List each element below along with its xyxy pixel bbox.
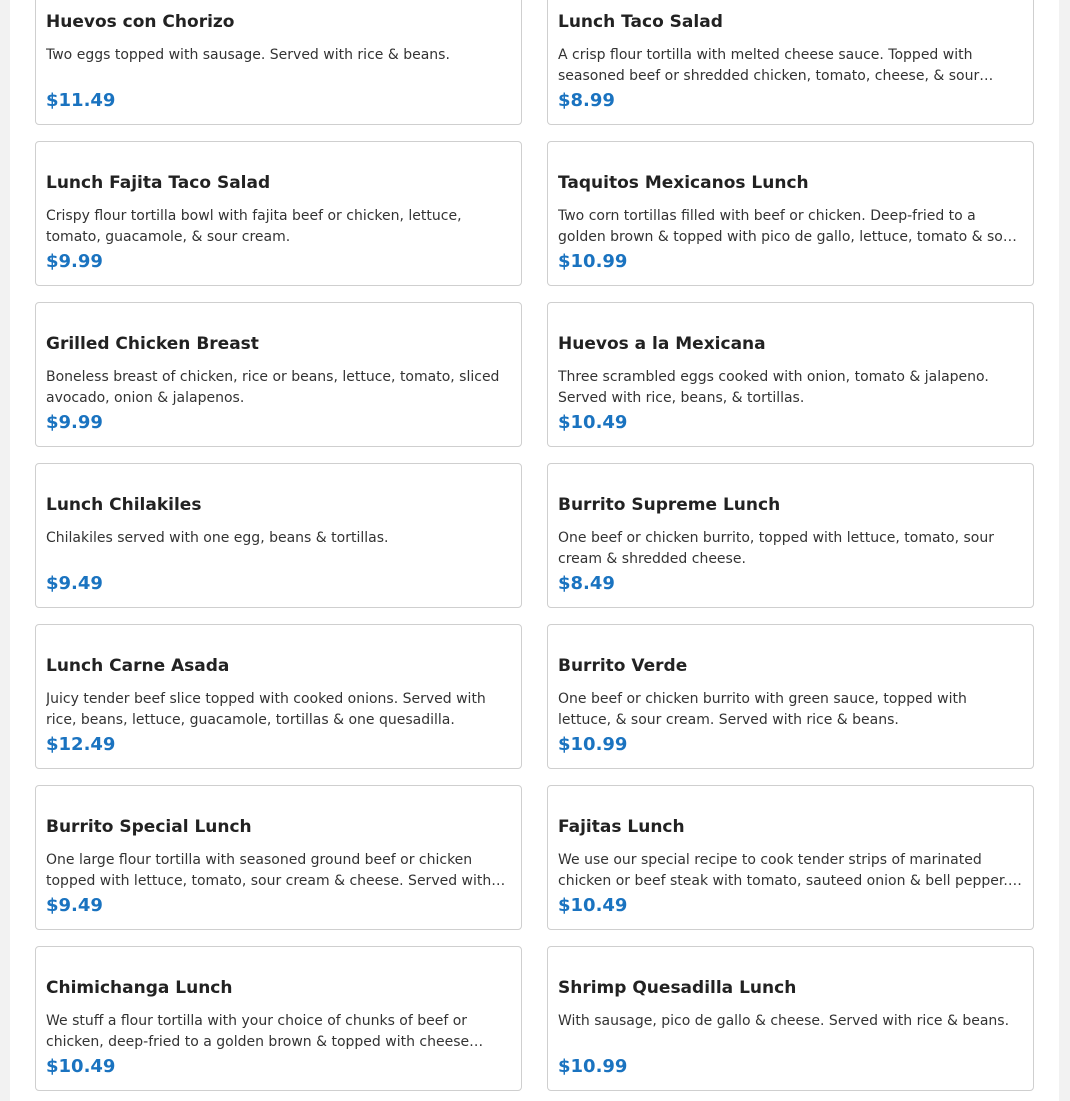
menu-grid	[35, 0, 1034, 1091]
menu-item-price: $10.49	[558, 412, 628, 433]
menu-item-card[interactable]	[547, 624, 1034, 769]
menu-item-title: Lunch Fajita Taco Salad	[46, 173, 271, 193]
menu-item-description: Three scrambled eggs cooked with onion, tomato & jalapeno. Served with rice, beans, & tortillas.	[558, 369, 989, 406]
menu-item-card[interactable]	[547, 302, 1034, 447]
menu-item-description: With sausage, pico de gallo & cheese. Served with rice & beans.	[558, 1013, 1010, 1029]
menu-item-card[interactable]	[547, 463, 1034, 608]
menu-item-description: We stuff a flour tortilla with your choice of chunks of beef or chicken, deep-fried to a golden brown & topped with cheese	[46, 1013, 470, 1050]
menu-item-price: $8.49	[558, 573, 615, 594]
menu-item-price: $9.49	[46, 573, 103, 594]
menu-item-description: Boneless breast of chicken, rice or beans, lettuce, tomato, sliced avocado, onion & jalapenos.	[46, 369, 500, 406]
menu-item-title: Lunch Carne Asada	[46, 656, 230, 676]
menu-item-title: Burrito Verde	[558, 656, 688, 676]
menu-item-title: Chimichanga Lunch	[46, 978, 233, 998]
menu-item-price: $9.49	[46, 895, 103, 916]
menu-item-title: Lunch Taco Salad	[558, 12, 723, 32]
menu-item-card[interactable]	[35, 785, 522, 930]
menu-item-title: Grilled Chicken Breast	[46, 334, 259, 354]
menu-item-card[interactable]	[35, 0, 522, 125]
menu-item-description: We use our special recipe to cook tender strips of marinated chicken or beef steak with tomato, sauteed onion & bell pepper.	[558, 852, 1008, 889]
menu-item-title: Taquitos Mexicanos Lunch	[558, 173, 809, 193]
menu-item-price: $10.49	[46, 1056, 116, 1077]
menu-item-price: $10.49	[558, 895, 628, 916]
menu-item-description: Two corn tortillas filled with beef or chicken. Deep-fried to a golden brown & topped with pico de gallo, lettuce, tomato & sour	[558, 208, 1018, 245]
menu-item-description: Two eggs topped with sausage. Served with rice & beans.	[46, 47, 450, 63]
menu-item-price: $10.99	[558, 1056, 628, 1077]
menu-item-card[interactable]	[35, 141, 522, 286]
menu-item-title: Burrito Special Lunch	[46, 817, 252, 837]
menu-item-card[interactable]	[547, 946, 1034, 1091]
menu-item-price: $10.99	[558, 734, 628, 755]
menu-item-description: Juicy tender beef slice topped with cooked onions. Served with rice, beans, lettuce, guacamole, tortillas & one quesadilla.	[46, 691, 486, 728]
menu-item-price: $11.49	[46, 90, 116, 111]
menu-item-price: $10.99	[558, 251, 628, 272]
menu-item-title: Huevos a la Mexicana	[558, 334, 766, 354]
menu-item-card[interactable]	[547, 141, 1034, 286]
menu-item-title: Huevos con Chorizo	[46, 12, 235, 32]
menu-item-card[interactable]	[547, 785, 1034, 930]
menu-item-title: Shrimp Quesadilla Lunch	[558, 978, 797, 998]
menu-page	[10, 0, 1059, 1101]
menu-item-card[interactable]	[35, 463, 522, 608]
menu-item-title: Burrito Supreme Lunch	[558, 495, 781, 515]
menu-item-price: $12.49	[46, 734, 116, 755]
menu-item-description: A crisp flour tortilla with melted cheese sauce. Topped with seasoned beef or shredded chicken, tomato, cheese, & sour	[558, 47, 980, 84]
menu-item-description: Chilakiles served with one egg, beans & tortillas.	[46, 530, 389, 546]
menu-item-card[interactable]	[35, 302, 522, 447]
menu-item-description: One large flour tortilla with seasoned ground beef or chicken topped with lettuce, tomato, sour cream & cheese. Served with	[46, 852, 492, 889]
menu-item-title: Lunch Chilakiles	[46, 495, 202, 515]
menu-item-description: One beef or chicken burrito, topped with lettuce, tomato, sour cream & shredded cheese.	[558, 530, 995, 567]
menu-item-price: $9.99	[46, 251, 103, 272]
menu-item-title: Fajitas Lunch	[558, 817, 685, 837]
menu-item-card[interactable]	[547, 0, 1034, 125]
menu-item-price: $9.99	[46, 412, 103, 433]
menu-item-description: Crispy flour tortilla bowl with fajita beef or chicken, lettuce, tomato, guacamole, & sour cream.	[46, 208, 462, 245]
menu-item-card[interactable]	[35, 624, 522, 769]
menu-item-price: $8.99	[558, 90, 615, 111]
menu-item-description: One beef or chicken burrito with green sauce, topped with lettuce, & sour cream. Served with rice & beans.	[558, 691, 967, 728]
menu-item-card[interactable]	[35, 946, 522, 1091]
